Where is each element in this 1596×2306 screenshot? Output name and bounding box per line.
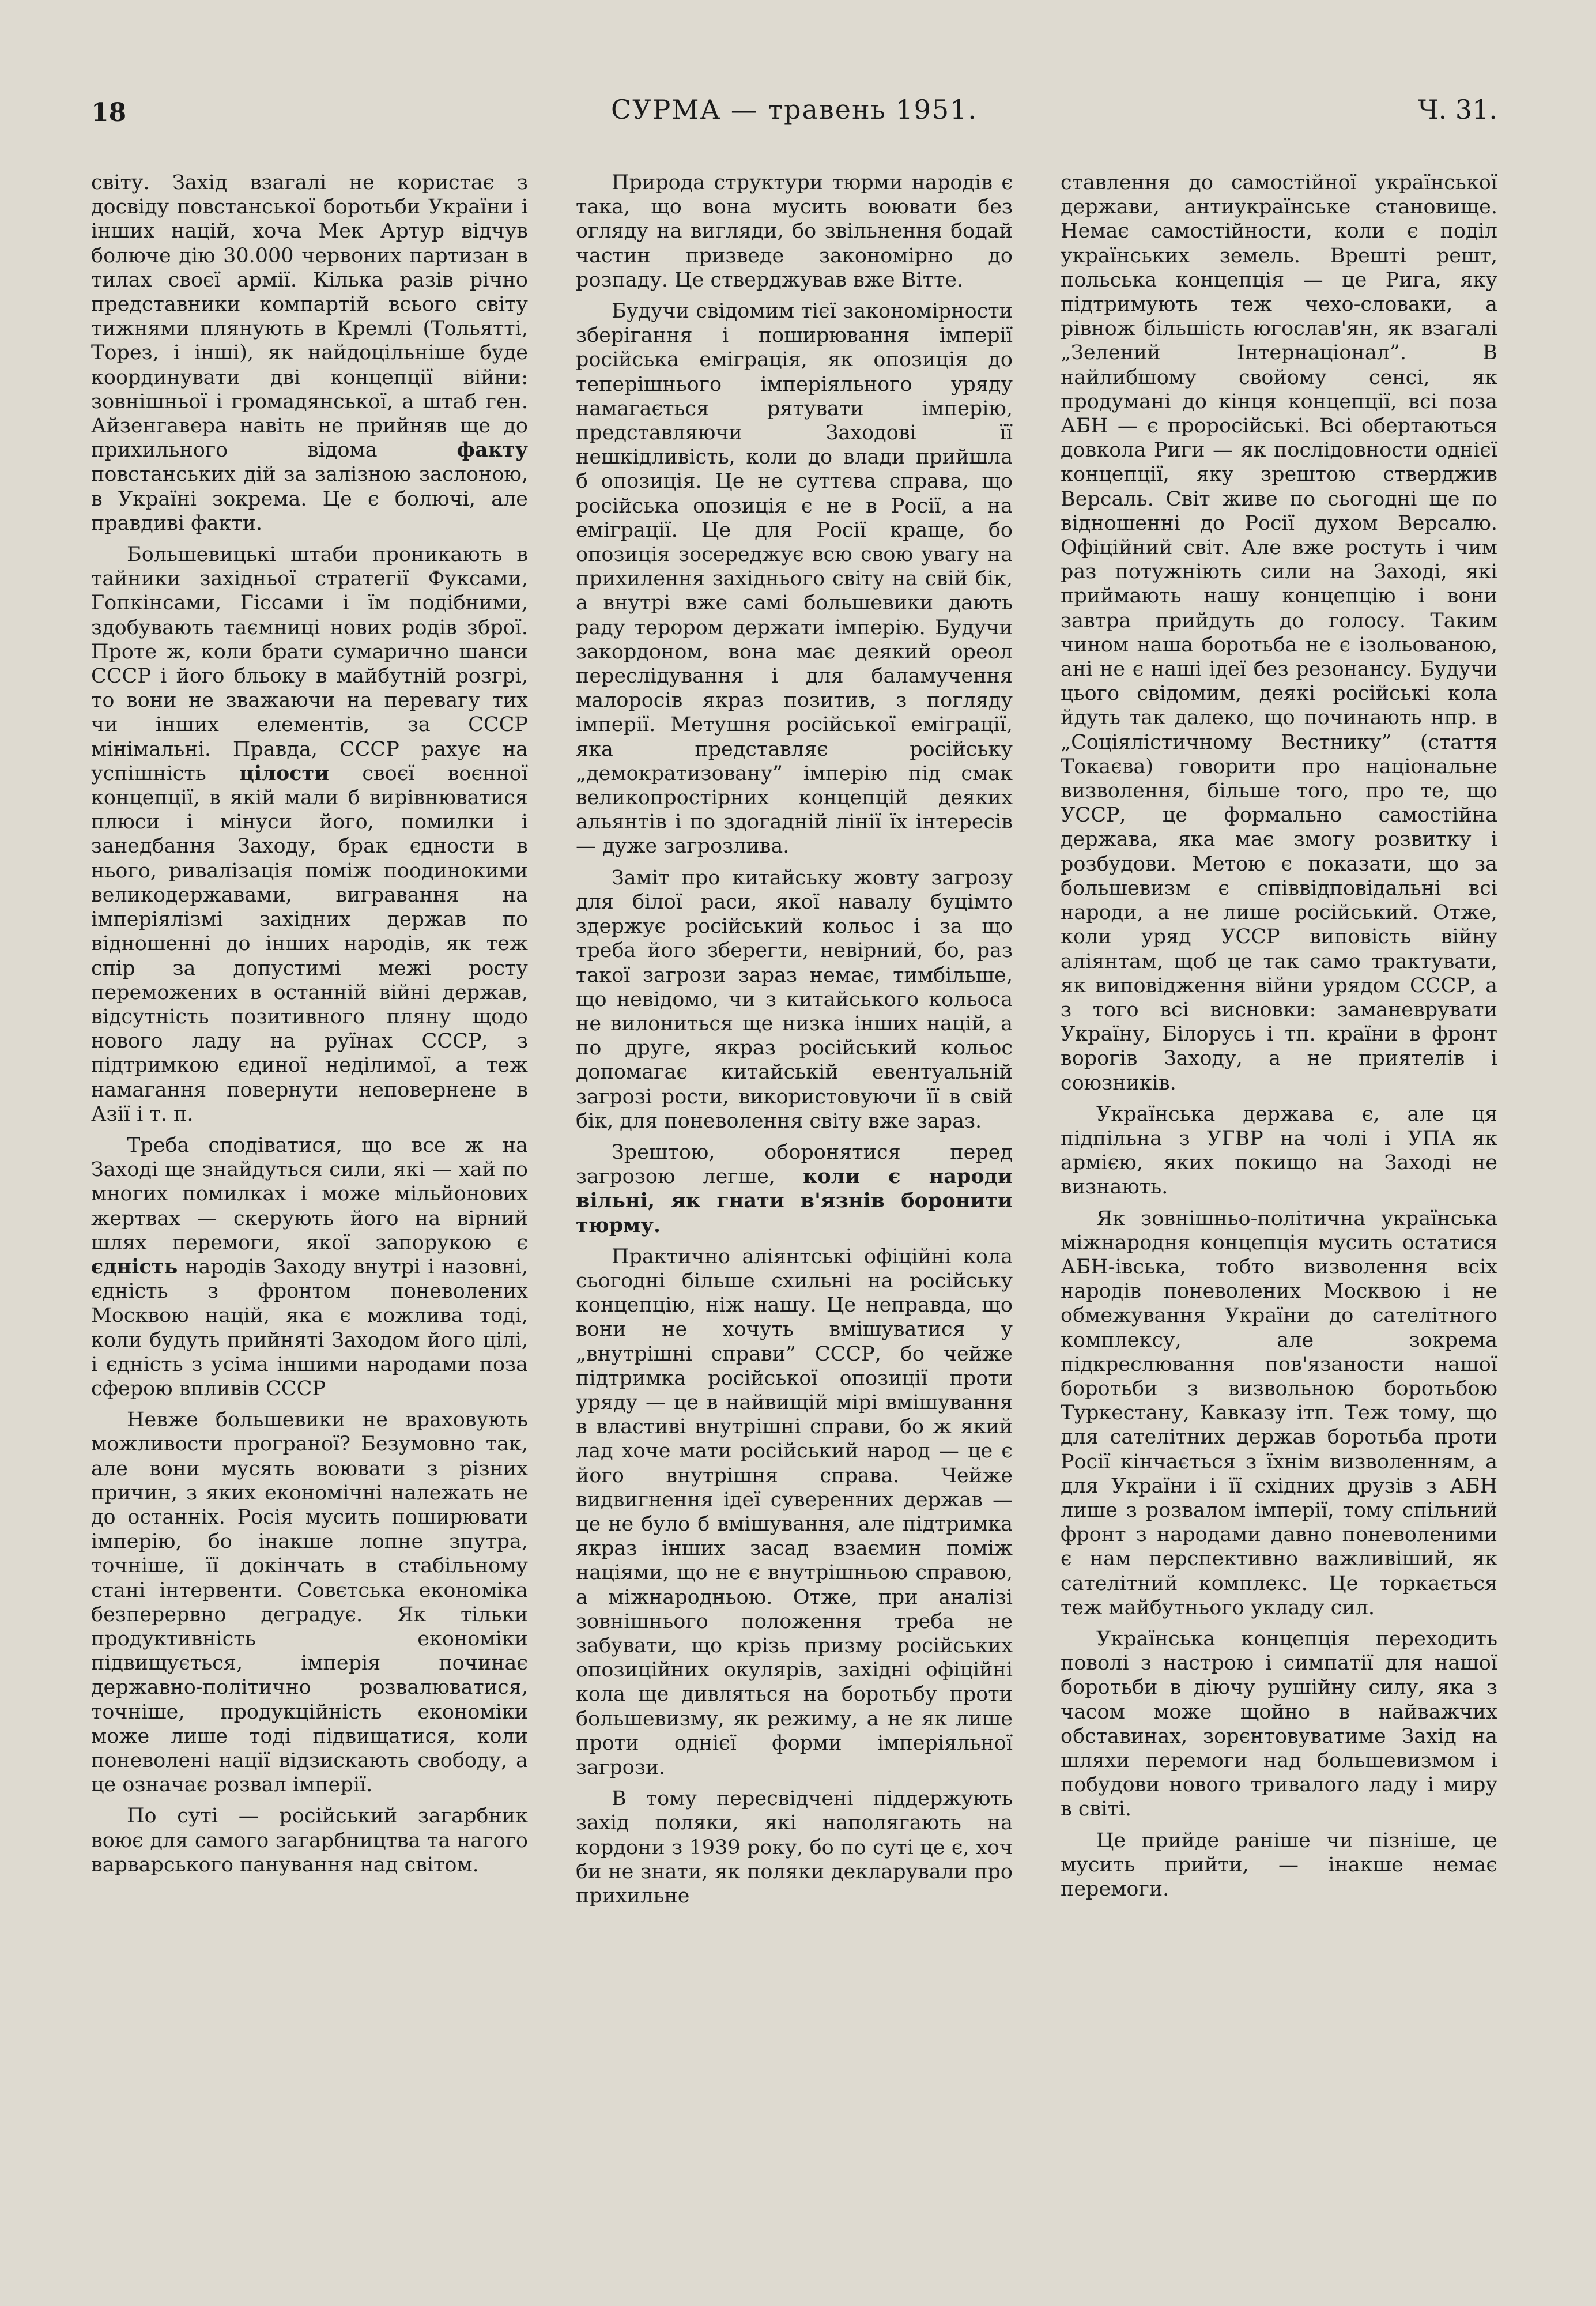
article-body xyxy=(91,171,1497,2223)
text-segment: В тому пересвідчені піддержують захід поляки, які наполягають на кордони з 1939 року, бо по суті це є, хоч би не знати, як поляки декларували про прихильне xyxy=(576,1787,1013,1908)
publication-title: СУРМА — травень 1951. xyxy=(610,94,978,125)
text-segment: народів Заходу внутрі і назовні, єдність з фронтом поневолених Москвою націй, яка є можлива тоді, коли будуть прийняті Заходом його цілі, і єдність з усіма іншими народами поза сферою впливів СССР xyxy=(91,1255,528,1400)
page-number: 18 xyxy=(91,98,127,127)
paragraph xyxy=(91,1804,528,1877)
bold-text: факту xyxy=(456,438,528,462)
bold-text: коли є народи вільні, як гнати в'язнів боронити тюрму. xyxy=(576,1165,1013,1237)
paragraph xyxy=(1061,1102,1497,1200)
text-segment: світу. Захід взагалі не користає з досвіду повстанської боротьби України і інших націй, хоча Мек Артур відчув болюче дію 30.000 червоних партизан в тилах своєї армії. Кілька разів річно представники компартій всього світу тижнями плянують в Кремлі (Тольятті, Торез, і інші), як найдоцільніше буде координувати дві концепції війни: зовнішньої і громадянської, а штаб ген. Айзенгавера навіть не прийняв ще до прихильного відома xyxy=(91,171,528,462)
text-segment: Українська держава є, але ця підпільна з УГВР на чолі і УПА як армією, яких покищо на Заході не визнають. xyxy=(1061,1102,1497,1199)
paragraph xyxy=(91,1408,528,1797)
bold-text: єдність xyxy=(91,1254,178,1279)
text-segment: Практично аліянтські офіційні кола сьогодні більше схильні на російську концепцію, ніж нашу. Це неправда, що вони не хочуть вмішуватися у „внутрішні справи” СССР, бо чейже підтримка російської опозиції проти уряду — це в найвищій мірі вмішування в властиві внутрішні справи, бо ж який лад хоче мати російський народ — це є його внутрішня справа. Чейже видвигнення ідеї суверенних держав — це не було б вмішування, але підтримка якраз інших засад взаємин поміж націями, що не є внутрішньою справою, а міжнародньою. Отже, при аналізі зовнішнього положення треба не забувати, що крізь призму російських опозиційних окулярів, західні офіційні кола ще дивляться на боротьбу проти большевизму, як режиму, а не як лише проти однієї форми імперіяльної загрози. xyxy=(576,1245,1013,1779)
paragraph xyxy=(576,299,1013,859)
paragraph xyxy=(91,542,528,1126)
paragraph xyxy=(91,171,528,536)
text-segment: Українська концепція переходить поволі з настрою і симпатії для нашої боротьби в діючу рушійну силу, яка з часом може щойно в найважчих обставинах, зорєнтовуватиме Захід на шляхи перемоги над большевизмом і побудови нового тривалого ладу і миру в світі. xyxy=(1061,1627,1497,1821)
text-column-1 xyxy=(91,171,528,2223)
text-segment: ставлення до самостійної української держави, антиукраїнське становище. Немає самостійности, коли є поділ українських земель. Врешті решт, польська концепція — це Рига, яку підтримують теж чехо-словаки, а рівнож більшість югослав'ян, як взагалі „Зелений Інтернаціонал”. В найлибшому свойому сенсі, як продумані до кінця концепції, всі поза АБН — є проросійські. Всі обертаються довкола Риги — як послідовности однієї концепції, яку зрештою стверджив Версаль. Світ живе по сьогодні ще по відношенні до Росії духом Версалю. Офіційний світ. Але вже ростуть і чим раз потужніють сили на Заході, які приймають нашу концепцію і вони завтра прийдуть до голосу. Таким чином наша боротьба не є ізольованою, ані не є наші ідеї без резонансу. Будучи цього свідомим, деякі російські кола йдуть так далеко, що починають нпр. в „Соціялістичному Вестнику” (стаття Токаєва) говорити про національне визволення, більше того, про те, що УССР, це формально самостійна держава, яка має змогу розвитку і розбудови. Метою є показати, що за большевизм є співвідповідальні всі народи, а не лише російський. Отже, коли уряд УССР виповість війну аліянтам, щоб це так само трактувати, як виповідження війни урядом СССР, а з того всі висновки: заманеврувати Україну, Білорусь і тп. країни в фронт ворогів Заходу, а не приятелів і союзників. xyxy=(1061,171,1497,1095)
text-segment: Як зовнішньо-політична українська міжнародня концепція мусить остатися АБН-івська, тобто визволення всіх народів поневолених Москвою і не обмежування України до сателітного комплексу, але зокрема підкреслювання пов'язаности нашої боротьби з визвольною боротьбою Туркестану, Кавказу ітп. Теж тому, що для сателітних держав боротьба проти Росії кінчається з їхнім визволенням, а для України і її східних друзів з АБН лише з розвалом імперії, тому спільний фронт з народами давно поневоленими є нам перспективно важливіший, як сателітний комплекс. Це торкається теж майбутнього укладу сил. xyxy=(1061,1207,1497,1619)
text-segment: повстанських дій за залізною заслоною, в Україні зокрема. Це є болючі, але правдиві факти. xyxy=(91,463,528,535)
text-column-3 xyxy=(1061,171,1497,2223)
text-segment: Невже большевики не враховують можливости програної? Безумовно так, але вони мусять воювати з різних причин, з яких економічні належать не до останніх. Росія мусить поширювати імперію, бо інакше лопне зпутра, точніше, її докінчать в стабільному стані інтервенти. Совєтська економіка безперервно деградує. Як тільки продуктивність економіки підвищується, імперія починає державно-політично розвалюватися, точніше, продукційність економіки може лише тоді підвищатися, коли поневолені нації відзискають свободу, а це означає розвал імперії. xyxy=(91,1408,528,1797)
paragraph xyxy=(91,1133,528,1401)
text-segment: Природа структури тюрми народів є така, що вона мусить воювати без огляду на вигляди, бо звільнення бодай частин призведе закономірно до розпаду. Це стверджував вже Вітте. xyxy=(576,171,1013,292)
text-segment: Зрештою, оборонятися перед загрозою легше, xyxy=(576,1140,1013,1189)
paragraph xyxy=(576,1140,1013,1238)
text-segment: Це прийде раніше чи пізніше, це мусить прийти, — інакше немає перемоги. xyxy=(1061,1829,1497,1901)
text-segment: Большевицькі штаби проникають в тайники західньої стратегії Фуксами, Гопкінсами, Гіссами і їм подібними, здобувають таємниці нових родів зброї. Проте ж, коли брати сумарично шанси СССР і його бльоку в майбутній розгрі, то вони не зважаючи на перевагу тих чи інших елементів, за СССР мінімальні. Правда, СССР рахує на успішність xyxy=(91,543,528,785)
text-segment: своєї воєнної концепції, в якій мали б вирівнюватися плюси і мінуси його, помилки і занедбання Заходу, брак єдности в нього, ривалізація поміж поодинокими великодержавами, вигравання на імперіялізмі західних держав по відношенні до інших народів, як теж спір за допустимі межі росту переможених в останній війні держав, відсутність позитивного пляну щодо нового ладу на руїнах СССР, з підтримкою єдиної неділимої, а теж намагання повернути неповернене в Азії і т. п. xyxy=(91,762,528,1126)
page-header xyxy=(91,86,1497,133)
paragraph xyxy=(1061,171,1497,1095)
paragraph xyxy=(576,1245,1013,1780)
issue-number: Ч. 31. xyxy=(1418,94,1497,125)
paragraph xyxy=(576,866,1013,1133)
text-segment: Треба сподіватися, що все ж на Заході ще знайдуться сили, які — хай по многих помилках і може мільйонових жертвах — скерують його на вірний шлях перемоги, якої запорукою є xyxy=(91,1133,528,1254)
paragraph xyxy=(1061,1207,1497,1620)
paragraph xyxy=(1061,1829,1497,1902)
bold-text: цілости xyxy=(239,761,330,785)
paragraph xyxy=(1061,1627,1497,1822)
paragraph xyxy=(576,171,1013,292)
text-segment: По суті — російський загарбник воює для самого загарбництва та нагого варварського панування над світом. xyxy=(91,1804,528,1877)
text-segment: Будучи свідомим тієї закономірности зберігання і поширювання імперії російська еміграція, як опозиція до теперішнього імперіяльного уряду намагається рятувати імперію, представляючи Заходові її нешкідливість, коли до влади прийшла б опозиція. Це не суттєва справа, що російська опозиція є не в Росії, а на еміграції. Це для Росії краще, бо опозиція зосереджує всю свою увагу на прихилення західнього світу на свій бік, а внутрі вже самі большевики дають раду терором держати імперію. Будучи закордоном, вона має деякий ореол переслідування і для баламучення малоросів якраз позитив, з погляду імперії. Метушня російської еміграції, яка представляє російську „демократизовану” імперію під смак великопростірних концепцій деяких альянтів і по здогадній лінії їх інтересів — дуже загрозлива. xyxy=(576,300,1013,858)
text-segment: Заміт про китайську жовту загрозу для білої раси, якої навалу буцімто здержує російський кольос і за що треба його зберегти, невірний, бо, раз такої загрози зараз немає, тимбільше, що невідомо, чи з китайського кольоса не вилониться ще низка інших націй, а по друге, якраз російський кольос допомагає китайській евентуальній загрозі рости, використовуючи її в свій бік, для поневолення світу вже зараз. xyxy=(576,866,1013,1133)
text-column-2 xyxy=(576,171,1013,2223)
paragraph xyxy=(576,1787,1013,1908)
